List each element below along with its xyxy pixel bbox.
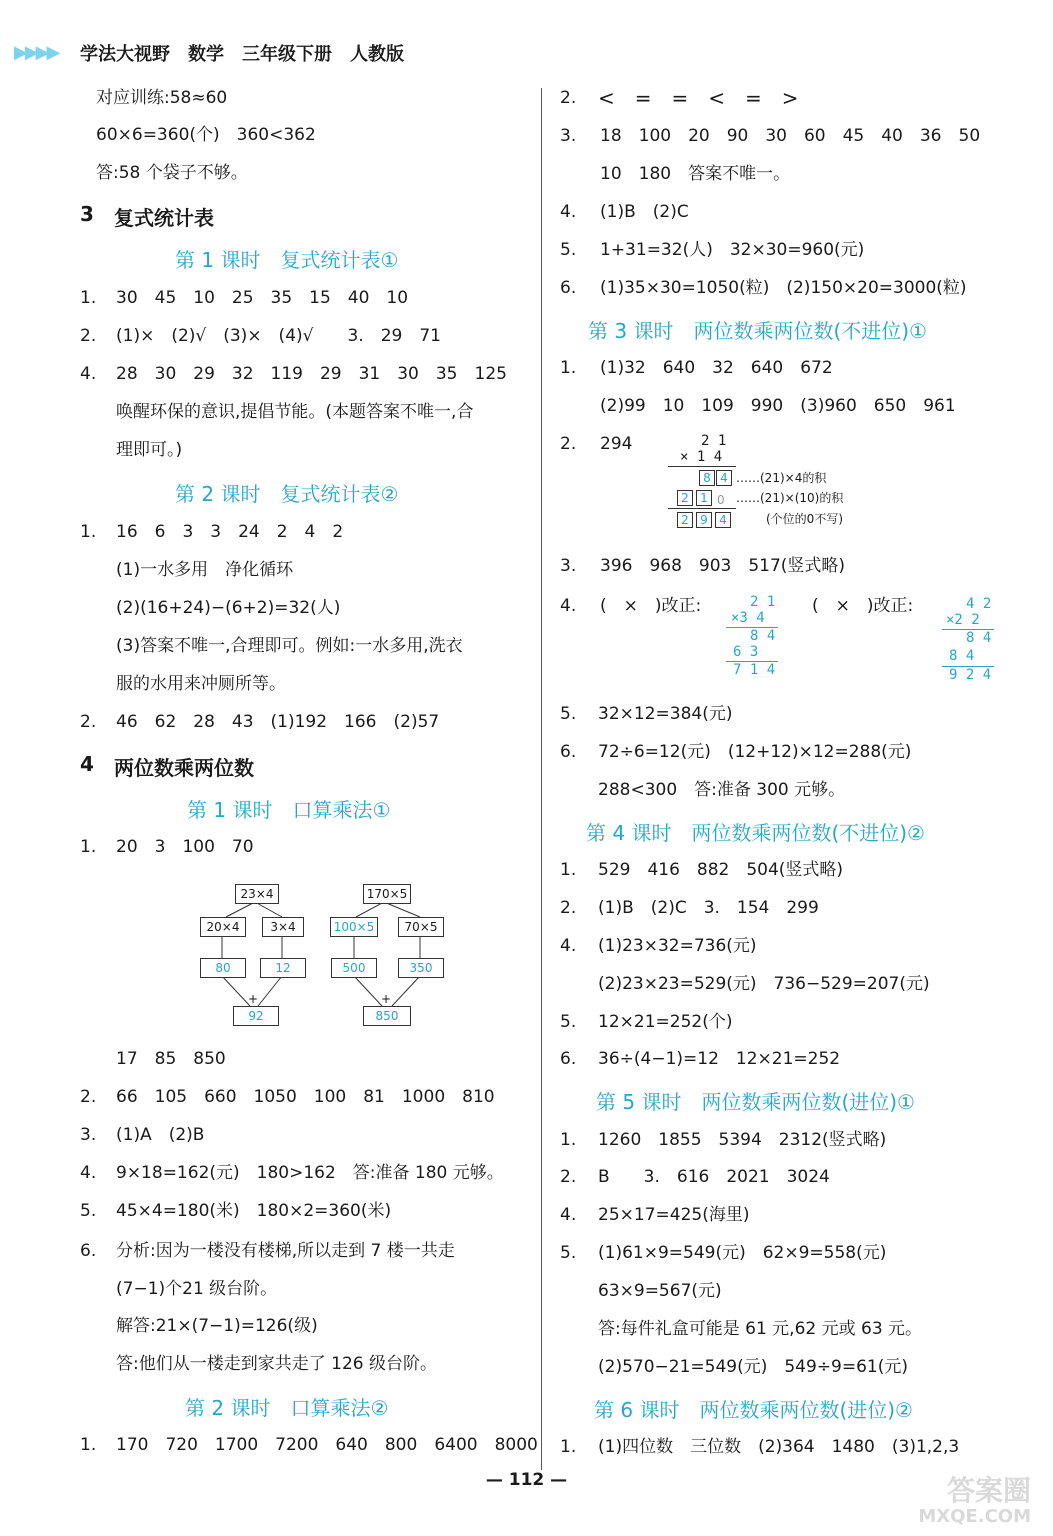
lesson-title: 第 1 课时 口算乘法① <box>187 798 391 822</box>
tree-branch-box: 70×5 <box>398 917 444 937</box>
answer-line: 45×4=180(米) 180×2=360(米) <box>116 1201 392 1221</box>
calc-rule <box>668 508 736 509</box>
answer-line: B 3. 616 2021 3024 <box>598 1167 830 1187</box>
answer-line: 服的水用来冲厕所等。 <box>116 674 286 694</box>
answer-line: 294 <box>600 434 633 454</box>
intro-line: 答:58 个袋子不够。 <box>96 163 248 183</box>
corr-line: 8 4 <box>750 628 776 644</box>
item-number: 6. <box>560 1049 577 1069</box>
answer-line: 1+31=32(人) 32×30=960(元) <box>600 240 865 260</box>
tree-result-box: 500 <box>331 958 377 978</box>
corr-line: 8 4 <box>966 630 992 646</box>
item-number: 1. <box>80 288 97 308</box>
answer-line: (1)四位数 三位数 (2)364 1480 (3)1,2,3 <box>598 1437 960 1457</box>
answer-line: (1)一水多用 净化循环 <box>116 560 294 580</box>
tree-branch-box: 3×4 <box>262 917 304 937</box>
item-number: 4. <box>560 596 577 616</box>
lesson-title: 第 6 课时 两位数乘两位数(进位)② <box>594 1398 913 1422</box>
section-number: 3 <box>80 202 94 226</box>
answer-line: (7−1)个21 级台阶。 <box>116 1279 278 1299</box>
item-number: 4. <box>560 1205 577 1225</box>
item-number: 5. <box>560 704 577 724</box>
answer-line: 63×9=567(元) <box>598 1281 722 1301</box>
header-arrows-icon: ▶▶▶▶ <box>14 42 58 63</box>
answer-line: 170 720 1700 7200 640 800 6400 8000 <box>116 1435 538 1455</box>
intro-line: 60×6=360(个) 360<362 <box>96 125 316 145</box>
lesson-title: 第 3 课时 两位数乘两位数(不进位)① <box>588 319 927 343</box>
item-number: 2. <box>80 326 97 346</box>
section-number: 4 <box>80 752 94 776</box>
lesson-title: 第 2 课时 口算乘法② <box>185 1396 389 1420</box>
calc-rule <box>668 466 736 467</box>
answer-line: < = = < = > <box>598 86 799 110</box>
plus-sign: + <box>381 992 392 1006</box>
tree-result-box: 80 <box>200 958 246 978</box>
digit-box: 9 <box>696 512 712 528</box>
item-number: 1. <box>560 1130 577 1150</box>
answer-line: 解答:21×(7−1)=126(级) <box>116 1316 318 1336</box>
lesson-title: 第 4 课时 两位数乘两位数(不进位)② <box>586 821 925 845</box>
answer-line: (2)570−21=549(元) 549÷9=61(元) <box>598 1357 909 1377</box>
multiplicand: 2 1 <box>701 433 727 449</box>
item-number: 6. <box>560 742 577 762</box>
multiplier: × 1 4 <box>680 449 723 465</box>
answer-line: 12×21=252(个) <box>598 1012 733 1032</box>
calc-note: (个位的0不写) <box>766 512 843 526</box>
section-title: 两位数乘两位数 <box>114 756 254 780</box>
watermark-line: 答案圈 <box>946 1474 1031 1507</box>
calc-note: ……(21)×4的积 <box>736 471 827 485</box>
answer-line: 28 30 29 32 119 29 31 30 35 125 <box>116 364 507 384</box>
item-number: 4. <box>560 202 577 222</box>
answer-line: 66 105 660 1050 100 81 1000 810 <box>116 1087 495 1107</box>
item-number: 4. <box>80 1163 97 1183</box>
answer-line: 1260 1855 5394 2312(竖式略) <box>598 1130 887 1150</box>
item-number: 3. <box>80 1125 97 1145</box>
answer-line: 396 968 903 517(竖式略) <box>600 556 846 576</box>
tree-branch-box: 20×4 <box>200 917 246 937</box>
answer-line: 25×17=425(海里) <box>598 1205 750 1225</box>
watermark-logo <box>871 1474 1031 1528</box>
answer-line: 唤醒环保的意识,提倡节能。(本题答案不唯一,合 <box>116 402 474 422</box>
tree-branch-box: 100×5 <box>330 917 378 937</box>
lesson-title: 第 2 课时 复式统计表② <box>175 482 399 506</box>
answer-line: (1)32 640 32 640 672 <box>600 358 833 378</box>
answer-line: 288<300 答:准备 300 元够。 <box>598 780 846 800</box>
corr-line: 2 1 <box>750 594 776 610</box>
tree-result-box: 350 <box>398 958 444 978</box>
answer-line: (1)35×30=1050(粒) (2)150×20=3000(粒) <box>600 278 967 298</box>
answer-line: (3)答案不唯一,合理即可。例如:一水多用,洗衣 <box>116 636 463 656</box>
answer-line: 529 416 882 504(竖式略) <box>598 860 844 880</box>
answer-line: (1)61×9=549(元) 62×9=558(元) <box>598 1243 887 1263</box>
section-title: 复式统计表 <box>114 206 214 230</box>
watermark-line: MXQE.COM <box>918 1506 1031 1527</box>
answer-line: 分析:因为一楼没有楼梯,所以走到 7 楼一共走 <box>116 1241 455 1261</box>
corr-line: 6 3 <box>733 644 759 660</box>
corr-line: 7 1 4 <box>733 662 776 678</box>
digit-box: 2 <box>677 512 693 528</box>
answer-line: 30 45 10 25 35 15 40 10 <box>116 288 409 308</box>
item-number: 6. <box>80 1241 97 1261</box>
calc-note: ……(21)×(10)的积 <box>736 491 844 505</box>
item-number: 5. <box>80 1201 97 1221</box>
item-number: 4. <box>80 364 97 384</box>
corr-line: 4 2 <box>966 596 992 612</box>
item-number: 1. <box>80 522 97 542</box>
answer-line: (1)23×32=736(元) <box>598 936 757 956</box>
tree-root-box: 23×4 <box>235 884 279 904</box>
answer-line: 答:他们从一楼走到家共走了 126 级台阶。 <box>116 1354 437 1374</box>
corr-line: ×2 2 <box>946 612 980 628</box>
item-number: 5. <box>560 1243 577 1263</box>
item-number: 3. <box>560 126 577 146</box>
answer-line: 72÷6=12(元) (12+12)×12=288(元) <box>598 742 912 762</box>
item-number: 6. <box>560 278 577 298</box>
header-title: 学法大视野 数学 三年级下册 人教版 <box>80 44 404 65</box>
answer-line: (1)B (2)C 3. 154 299 <box>598 898 819 918</box>
item-number: 4. <box>560 936 577 956</box>
answer-line: (2)23×23=529(元) 736−529=207(元) <box>598 974 930 994</box>
answer-line: 17 85 850 <box>116 1049 226 1069</box>
answer-line: (1)B (2)C <box>600 202 689 222</box>
item-number: 1. <box>560 860 577 880</box>
digit-box: 1 <box>696 490 712 506</box>
item-number: 2. <box>560 1167 577 1187</box>
digit-box: 4 <box>716 470 732 486</box>
lesson-title: 第 5 课时 两位数乘两位数(进位)① <box>596 1090 915 1114</box>
answer-line: 32×12=384(元) <box>598 704 733 724</box>
tree-sum-box: 92 <box>233 1006 279 1026</box>
answer-line: 答:每件礼盒可能是 61 元,62 元或 63 元。 <box>598 1319 923 1339</box>
item-number: 5. <box>560 240 577 260</box>
digit-box: 2 <box>677 490 693 506</box>
answer-line: (1)A (2)B <box>116 1125 205 1145</box>
item-number: 2. <box>560 434 577 454</box>
tree-sum-box: 850 <box>363 1006 411 1026</box>
page-number: — 112 — <box>485 1470 568 1490</box>
answer-line: 20 3 100 70 <box>116 837 254 857</box>
item-number: 1. <box>80 1435 97 1455</box>
item-number: 1. <box>80 837 97 857</box>
corr-line: ×3 4 <box>731 610 765 626</box>
item-number: 5. <box>560 1012 577 1032</box>
corr-line: 9 2 4 <box>949 667 992 683</box>
item-number: 2. <box>560 88 577 108</box>
answer-line: (2)99 10 109 990 (3)960 650 961 <box>600 396 956 416</box>
tree-result-box: 12 <box>260 958 306 978</box>
item-number: 2. <box>80 712 97 732</box>
answer-line: 10 180 答案不唯一。 <box>600 164 791 184</box>
answer-line: (2)(16+24)−(6+2)=32(人) <box>116 598 341 618</box>
plus-sign: + <box>248 992 259 1006</box>
item-number: 1. <box>560 1437 577 1457</box>
item-number: 2. <box>80 1087 97 1107</box>
answer-line: 36÷(4−1)=12 12×21=252 <box>598 1049 841 1069</box>
answer-line: 46 62 28 43 (1)192 166 (2)57 <box>116 712 440 732</box>
answer-line: 16 6 3 3 24 2 4 2 <box>116 522 344 542</box>
item-number: 1. <box>560 358 577 378</box>
answer-line: (1)× (2)√ (3)× (4)√ 3. 29 71 <box>116 326 441 346</box>
tree-root-box: 170×5 <box>363 884 411 904</box>
digit-zero: 0 <box>717 493 725 507</box>
answer-line: 9×18=162(元) 180>162 答:准备 180 元够。 <box>116 1163 504 1183</box>
item-number: 2. <box>560 898 577 918</box>
answer-line: ( × )改正: <box>812 596 914 616</box>
answer-line: ( × )改正: <box>600 596 702 616</box>
digit-box: 8 <box>699 470 715 486</box>
item-number: 3. <box>560 556 577 576</box>
digit-box: 4 <box>715 512 731 528</box>
lesson-title: 第 1 课时 复式统计表① <box>175 248 399 272</box>
corr-line: 8 4 <box>949 648 975 664</box>
answer-line: 理即可。) <box>116 440 183 460</box>
intro-line: 对应训练:58≈60 <box>96 88 228 108</box>
answer-line: 18 100 20 90 30 60 45 40 36 50 <box>600 126 981 146</box>
